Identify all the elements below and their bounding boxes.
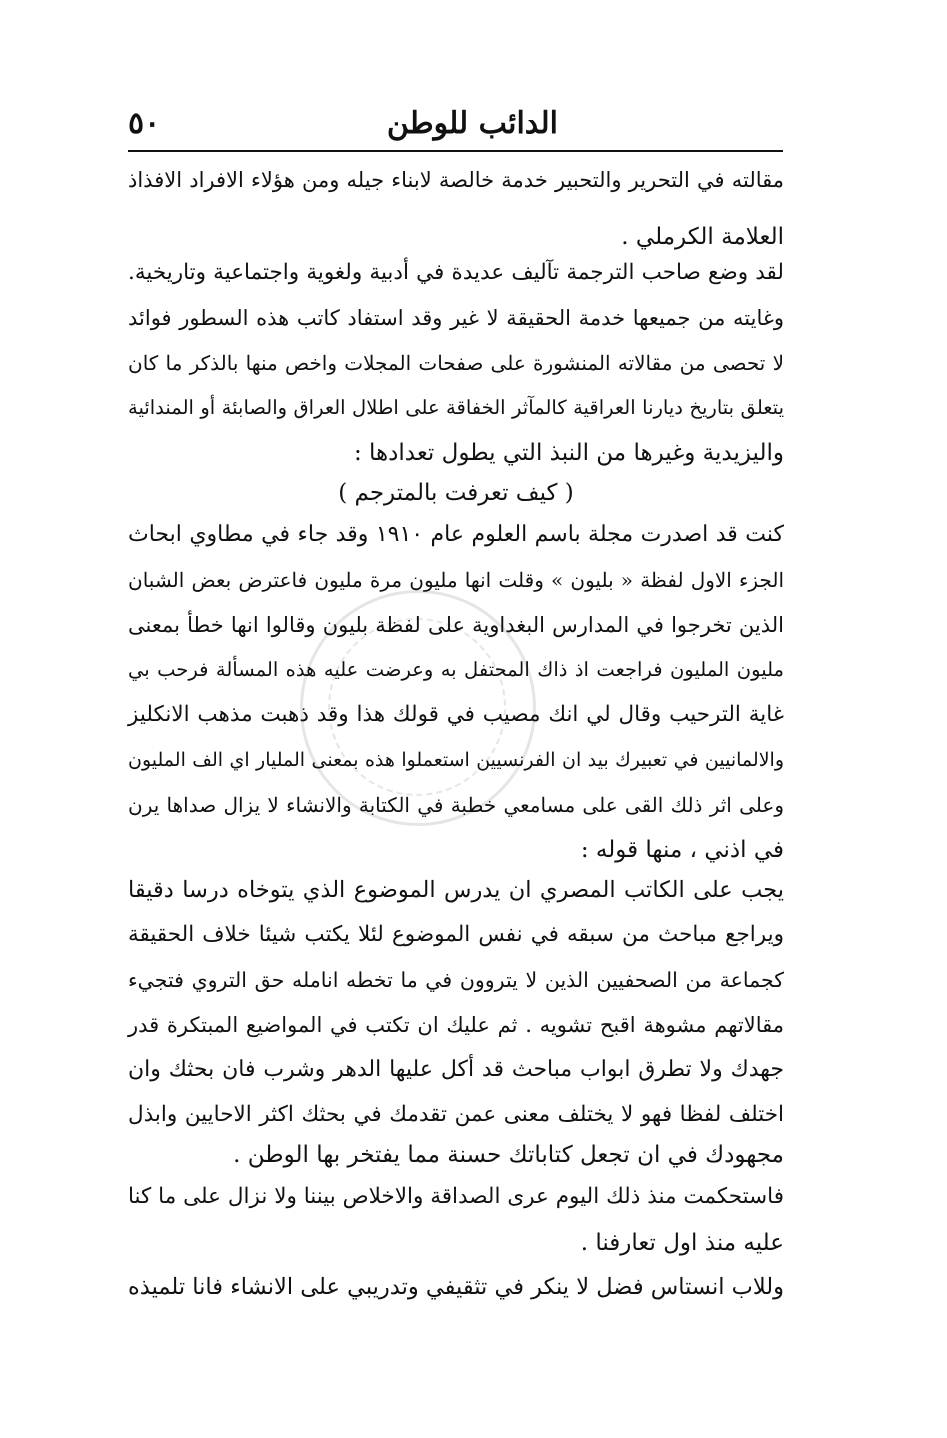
text-line: والالمانيين في تعبيرك بيد ان الفرنسيين استعملوا هذه بمعنى المليار اي الف المليون: [128, 749, 784, 771]
quote-line: مقالاتهم مشوهة اقبح تشويه . ثم عليك ان تكتب في المواضيع المبتكرة قدر: [128, 1013, 784, 1037]
quote-line: ويراجع مباحث من سبقه في نفس الموضوع لئلا يكتب شيئا خلاف الحقيقة: [128, 922, 784, 947]
text-line: وغايته من جميعها خدمة الحقيقة لا غير وقد استفاد كاتب هذه السطور فوائد: [128, 306, 784, 330]
text-line: الذين تخرجوا في المدارس البغداوية على لفظة بليون وقالوا انها خطأ بمعنى: [128, 613, 784, 637]
quote-line: اختلف لفظا فهو لا يختلف معنى عمن تقدمك في بحثك اكثر الاحايين وابذل: [128, 1102, 784, 1127]
quote-line: مجهودك في ان تجعل كتاباتك حسنة مما يفتخر بها الوطن .: [233, 1142, 784, 1168]
text-line: وعلى اثر ذلك القى على مسامعي خطبة في الكتابة والانشاء لا يزال صداها يرن: [128, 793, 784, 817]
header-rule: [128, 150, 783, 152]
page-number: ٥٠: [128, 106, 161, 141]
text-line: كنت قد اصدرت مجلة باسم العلوم عام ١٩١٠ وقد جاء في مطاوي ابحاث: [128, 522, 784, 547]
text-line: مليون المليون فراجعت اذ ذاك المحتفل به وعرضت عليه هذه المسألة فرحب بي: [128, 658, 784, 681]
quote-line: كجماعة من الصحفيين الذين لا يتروون في ما تخطه انامله حق التروي فتجيء: [128, 968, 784, 992]
text-line: لا تحصى من مقالاته المنشورة على صفحات المجلات واخص منها بالذكر ما كان: [128, 351, 784, 375]
text-line: الجزء الاول لفظة « بليون » وقلت انها مليون مرة مليون فاعترض بعض الشبان: [128, 568, 784, 592]
running-title: الدائب للوطن: [386, 106, 558, 141]
text-line: لقد وضع صاحب الترجمة تآليف عديدة في أدبية ولغوية واجتماعية وتاريخية.: [128, 260, 784, 285]
text-line: في اذني ، منها قوله :: [580, 837, 784, 863]
text-line: غاية الترحيب وقال لي انك مصيب في قولك هذا وقد ذهبت مذهب الانكليز: [128, 702, 784, 727]
text-line: واليزيدية وغيرها من النبذ التي يطول تعدادها :: [353, 440, 784, 466]
text-line: يتعلق بتاريخ ديارنا العراقية كالمآثر الخفاقة على اطلال العراق والصابئة أو المندائية: [128, 396, 784, 419]
quote-line: جهدك ولا تطرق ابواب مباحث قد أكل عليها الدهر وشرب فان بحثك وان: [128, 1057, 784, 1082]
text-line: فاستحكمت منذ ذلك اليوم عرى الصداقة والاخلاص بيننا ولا نزال على ما كنا: [128, 1184, 784, 1209]
text-line: العلامة الكرملي .: [621, 224, 784, 250]
section-heading: ( كيف تعرفت بالمترجم ): [338, 480, 574, 506]
text-line: مقالته في التحرير والتحبير خدمة خالصة لابناء جيله ومن هؤلاء الافراد الافذاذ: [128, 168, 784, 192]
text-line: وللاب انستاس فضل لا ينكر في تثقيفي وتدريبي على الانشاء فانا تلميذه: [128, 1274, 784, 1300]
text-line: عليه منذ اول تعارفنا .: [580, 1230, 784, 1256]
quote-line: يجب على الكاتب المصري ان يدرس الموضوع الذي يتوخاه درسا دقيقا: [128, 877, 784, 903]
page-header: [128, 100, 788, 150]
